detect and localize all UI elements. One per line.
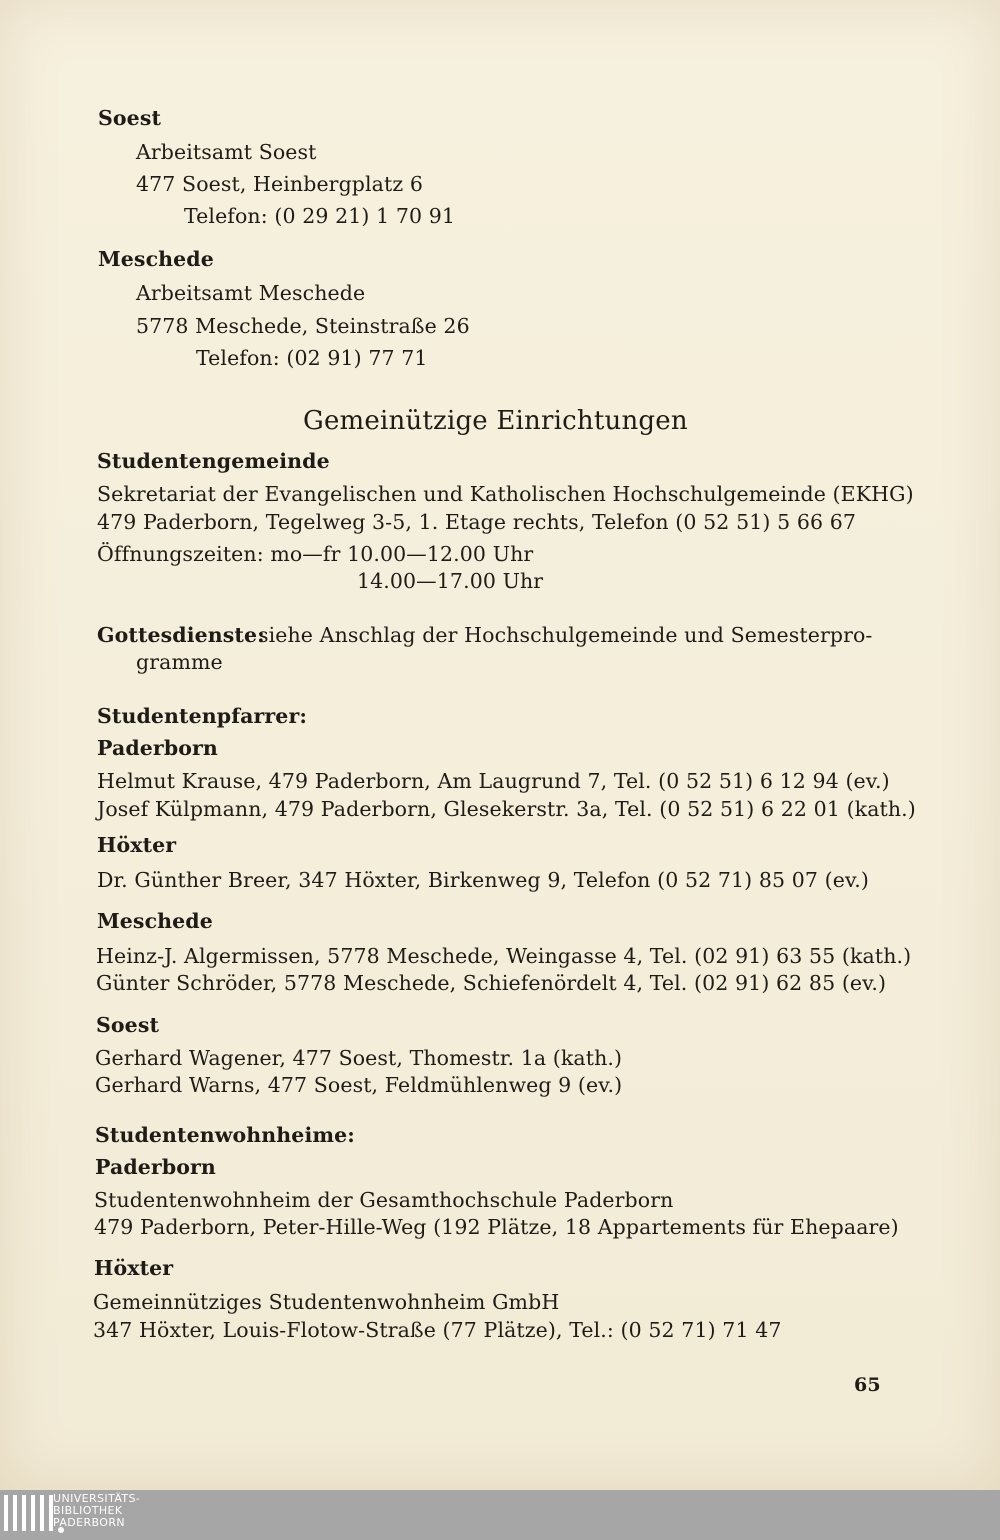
subheading-meschede: Meschede: [97, 909, 213, 933]
list-item: Helmut Krause, 479 Paderborn, Am Laugrund 7, Tel. (0 52 51) 6 12 94 (ev.): [97, 769, 890, 793]
office-address: 477 Soest, Heinbergplatz 6: [136, 172, 423, 196]
subheading-paderborn: Paderborn: [97, 736, 218, 760]
office-address: 5778 Meschede, Steinstraße 26: [136, 314, 470, 338]
subheading-soest: Soest: [96, 1013, 160, 1037]
subheading-paderborn: Paderborn: [95, 1155, 216, 1179]
opening-hours-afternoon: 14.00—17.00 Uhr: [357, 569, 544, 593]
office-name: Arbeitsamt Meschede: [136, 281, 366, 305]
list-item: Studentenwohnheim der Gesamthochschule Paderborn: [94, 1188, 674, 1212]
list-item: 479 Paderborn, Peter-Hille-Weg (192 Plätze, 18 Appartements für Ehepaare): [94, 1215, 899, 1239]
list-item: Dr. Günther Breer, 347 Höxter, Birkenweg 9, Telefon (0 52 71) 85 07 (ev.): [97, 868, 869, 892]
heading-meschede-office: Meschede: [98, 247, 214, 271]
logo-line: PADERBORN: [53, 1516, 126, 1529]
logo-line: UNIVERSITÄTS-: [53, 1492, 141, 1505]
logo-line: BIBLIOTHEK: [53, 1504, 123, 1517]
heading-studentengemeinde: Studentengemeinde: [97, 449, 330, 473]
heading-studentenwohnheime: Studentenwohnheime:: [95, 1123, 355, 1147]
page-number: 65: [854, 1374, 881, 1396]
footer-bar: [0, 1490, 1000, 1540]
heading-soest-office: Soest: [98, 106, 162, 130]
heading-studentenpfarrer: Studentenpfarrer:: [97, 704, 308, 728]
office-phone: Telefon: (0 29 21) 1 70 91: [184, 204, 456, 228]
gottesdienste-label: Gottesdienste:: [97, 623, 265, 647]
list-item: Günter Schröder, 5778 Meschede, Schiefenördelt 4, Tel. (02 91) 62 85 (ev.): [96, 971, 887, 995]
opening-hours: Öffnungszeiten: mo—fr 10.00—12.00 Uhr: [97, 542, 534, 566]
list-item: Gerhard Wagener, 477 Soest, Thomestr. 1a (kath.): [95, 1046, 623, 1070]
library-logo-text: [53, 1493, 140, 1529]
list-item: Gemeinnütziges Studentenwohnheim GmbH: [93, 1290, 560, 1314]
subheading-hoexter: Höxter: [94, 1256, 174, 1280]
section-title: Gemeinützige Einrichtungen: [303, 406, 688, 436]
list-item: 347 Höxter, Louis-Flotow-Straße (77 Plätze), Tel.: (0 52 71) 71 47: [93, 1318, 782, 1342]
gottesdienste-text-cont: gramme: [136, 650, 223, 674]
office-name: Arbeitsamt Soest: [136, 140, 317, 164]
subheading-hoexter: Höxter: [97, 833, 177, 857]
gottesdienste-text: siehe Anschlag der Hochschulgemeinde und Semesterpro-: [258, 623, 873, 647]
secretariat-line: Sekretariat der Evangelischen und Katholischen Hochschulgemeinde (EKHG): [97, 482, 914, 506]
list-item: Heinz-J. Algermissen, 5778 Meschede, Weingasse 4, Tel. (02 91) 63 55 (kath.): [96, 944, 912, 968]
list-item: Josef Külpmann, 479 Paderborn, Glesekerstr. 3a, Tel. (0 52 51) 6 22 01 (kath.): [97, 797, 916, 821]
list-item: Gerhard Warns, 477 Soest, Feldmühlenweg 9 (ev.): [95, 1073, 623, 1097]
office-phone: Telefon: (02 91) 77 71: [196, 346, 428, 370]
secretariat-address: 479 Paderborn, Tegelweg 3-5, 1. Etage rechts, Telefon (0 52 51) 5 66 67: [97, 510, 857, 534]
